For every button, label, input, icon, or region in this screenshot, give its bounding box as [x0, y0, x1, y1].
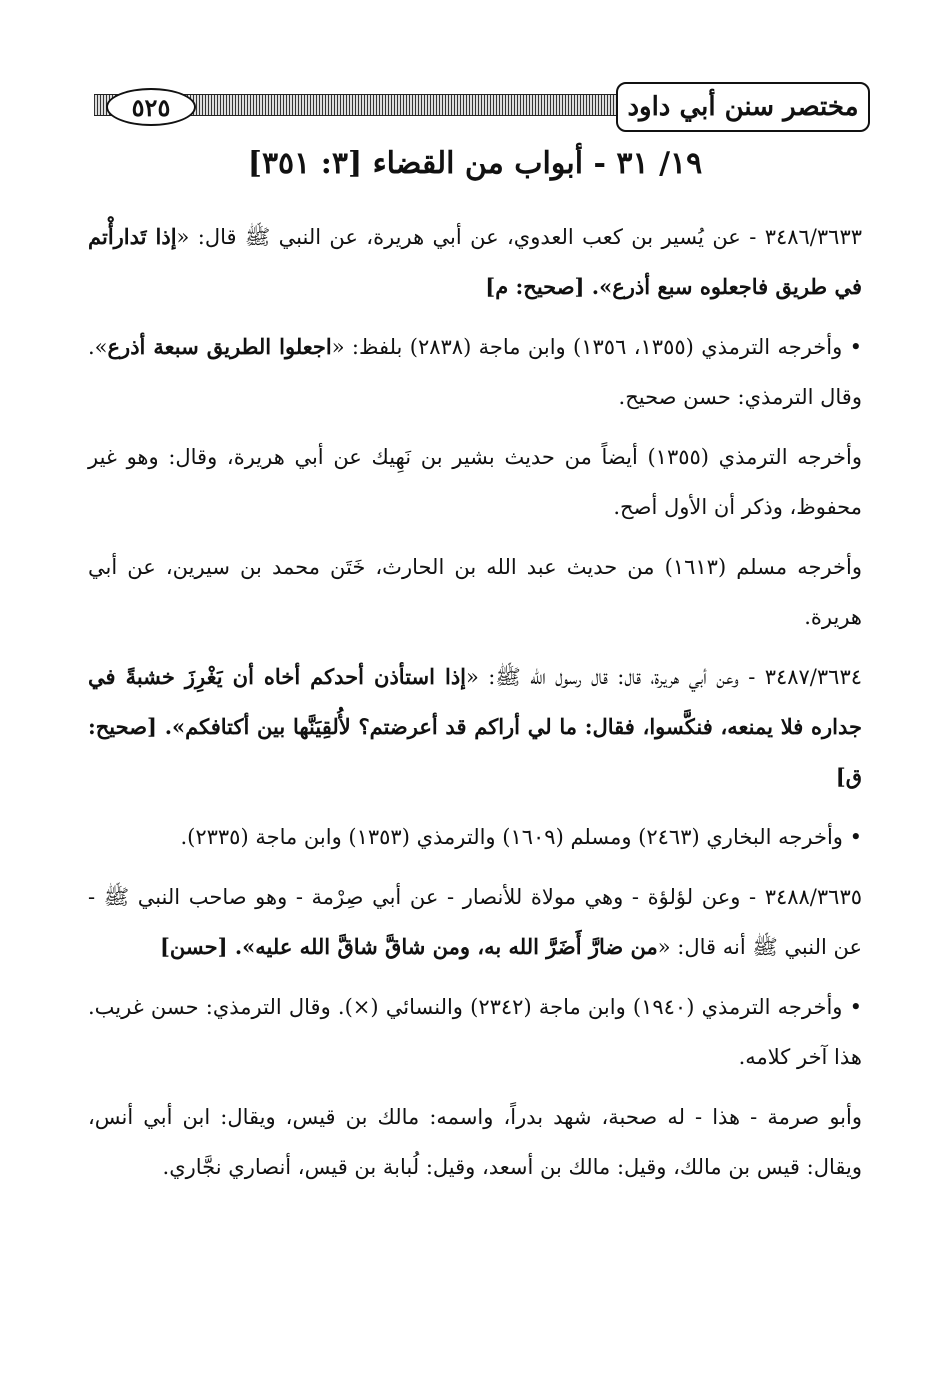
- narrator-note: [88, 1092, 862, 1192]
- hadith-text: اجعلوا الطريق سبعة أذرع: [107, 334, 332, 359]
- page-content: [88, 140, 862, 1202]
- hadith-3633: [88, 212, 862, 312]
- paragraph-text: وأخرجه مسلم (١٦١٣) من حديث عبد الله بن الحارث، خَتَن محمد بن سيرين، عن أبي هريرة.: [88, 555, 862, 629]
- paragraph-text: ٣٤٨٨/٣٦٣٥ - وعن لؤلؤة - وهي مولاة للأنصار - عن أبي صِرْمة - وهو صاحب النبي ﷺ - عن النبي ﷺ أنه قال: «: [88, 885, 862, 959]
- page-header: [80, 70, 870, 134]
- takhrij-paragraph: [88, 542, 862, 642]
- grading-text: ». [صحيح: م]: [485, 274, 613, 299]
- paragraph-text: ٣٤٨٧/٣٦٣٤ - وعن أبي هريرة، قال: قال رسول الله ﷺ: «: [466, 665, 862, 689]
- hadith-3635: [88, 872, 862, 972]
- hadith-3634: [88, 652, 862, 802]
- paragraph-text: وأبو صرمة - هذا - له صحبة، شهد بدراً، واسمه: مالك بن قيس، ويقال: ابن أبي أنس، ويقال: قيس بن مالك، وقيل: مالك بن أسعد، وقيل: لُبابة بن قيس، أنصاري نجَّاري.: [88, 1105, 862, 1179]
- takhrij-paragraph: [88, 982, 862, 1082]
- book-title-box: [616, 82, 870, 132]
- takhrij-paragraph: [88, 432, 862, 532]
- grading-text: ». [صحيح: ق]: [88, 714, 862, 789]
- paragraph-text: ». وقال الترمذي: حسن صحيح.: [88, 335, 862, 409]
- hadith-text: إذا تَدارأْتم في طريق فاجعلوه سبع أذرع: [88, 224, 862, 299]
- hadith-text: إذا استأذن أحدكم أخاه أن يَغْرِزَ خشبةً في جداره فلا يمنعه، فنكَّسوا، فقال: ما لي أراكم قد أعرضتم؟ لأُلقِيَنَّها بين أكتافكم: [88, 664, 862, 739]
- paragraph-text: ٣٤٨٦/٣٦٣٣ - عن يُسير بن كعب العدوي، عن أبي هريرة، عن النبي ﷺ قال: «: [176, 225, 862, 249]
- paragraph-text: • وأخرجه الترمذي (١٩٤٠) وابن ماجة (٢٣٤٢) والنسائي (×). وقال الترمذي: حسن غريب. هذا آخر كلامه.: [88, 995, 862, 1069]
- book-title: مختصر سنن أبي داود: [627, 92, 859, 122]
- takhrij-paragraph: [88, 812, 862, 862]
- chapter-title: ١٩/ ٣١ - أبواب من القضاء [٣: ٣٥١]: [247, 146, 703, 181]
- page-number: ٥٢٥: [131, 92, 171, 122]
- takhrij-paragraph: [88, 322, 862, 422]
- page-number-badge: [106, 88, 196, 126]
- paragraph-text: • وأخرجه البخاري (٢٤٦٣) ومسلم (١٦٠٩) والترمذي (١٣٥٣) وابن ماجة (٢٣٣٥).: [180, 825, 862, 849]
- hadith-text: من ضارَّ أَضَرَّ الله به، ومن شاقَّ شاقَّ الله عليه: [255, 934, 658, 959]
- paragraph-text: • وأخرجه الترمذي (١٣٥٥، ١٣٥٦) وابن ماجة (٢٨٣٨) بلفظ: «: [331, 335, 862, 359]
- grading-text: ». [حسن]: [159, 934, 256, 959]
- paragraph-text: وأخرجه الترمذي (١٣٥٥) أيضاً من حديث بشير بن نَهِيك عن أبي هريرة، وقال: وهو غير محفوظ، وذكر أن الأول أصح.: [88, 445, 862, 519]
